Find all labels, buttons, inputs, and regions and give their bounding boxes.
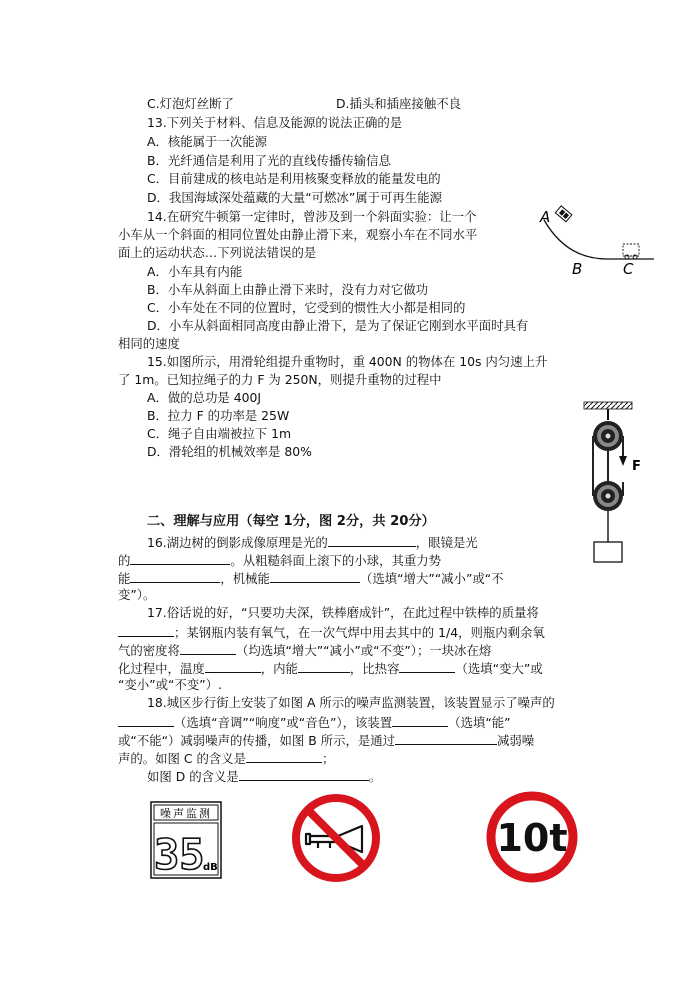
q15-option-c: C．绳子自由端被拉下 1m bbox=[147, 426, 292, 441]
q15-option-a: A．做的总功是 400J bbox=[147, 390, 262, 405]
incline-figure bbox=[536, 198, 658, 280]
section-2-title: 二、理解与应用（每空 1分，图 2分，共 20分） bbox=[147, 514, 435, 529]
q17-line5: “变小”或“不变”）. bbox=[118, 677, 222, 692]
q18-blank-5[interactable] bbox=[239, 766, 369, 781]
monitor-unit: dB bbox=[203, 862, 218, 873]
incline-ramp-line bbox=[544, 220, 654, 259]
q17-line3: 气的密度将 （均选填“增大”“减小”或“不变”）；一块冰在熔 bbox=[118, 640, 491, 660]
q17-line2: ；某钢瓶内装有氧气，在一次气焊中用去其中的 1/4，则瓶内剩余氧 bbox=[118, 622, 545, 642]
q17-line4: 化过程中，温度 ，内能 ，比热容 （选填“变大”或 bbox=[118, 658, 543, 678]
q13-option-a: A．核能属于一次能源 bbox=[147, 134, 267, 149]
q16-line4: 变”）。 bbox=[118, 587, 156, 602]
noise-monitor-figure bbox=[150, 801, 222, 879]
q13-option-b: B．光纤通信是利用了光的直线传播传输信息 bbox=[147, 153, 391, 168]
q18-line2: （选填“音调”“响度”或“音色”），该装置 （选填“能” bbox=[118, 712, 511, 732]
q16-blank-4[interactable] bbox=[270, 568, 360, 583]
q17-blank-5[interactable] bbox=[399, 658, 455, 673]
cart-on-slope bbox=[555, 206, 572, 222]
q14-option-d-line1: D．小车从斜面相同高度由静止滑下，是为了保证它刚到水平面时具有 bbox=[147, 318, 529, 333]
q14-option-c: C．小车处在不同的位置时，它受到的惯性大小都是相同的 bbox=[147, 300, 466, 315]
q14-stem-line3: 面上的运动状态…下列说法错误的是 bbox=[118, 245, 317, 260]
q16-blank-1[interactable] bbox=[328, 532, 416, 547]
q14-option-b: B．小车从斜面上由静止滑下来时，没有力对它做功 bbox=[147, 282, 429, 297]
q14-stem-line2: 小车从一个斜面的相同位置处由静止滑下来，观察小车在不同水平 bbox=[118, 227, 478, 242]
q15-stem-line1: 15.如图所示，用滑轮组提升重物时，重 400N 的物体在 10s 内匀速上升 bbox=[147, 354, 548, 369]
q16-line3: 能 ，机械能 （选填“增大”“减小”或“不 bbox=[118, 568, 504, 588]
q14-option-a: A．小车具有内能 bbox=[147, 264, 243, 279]
q17-blank-4[interactable] bbox=[298, 658, 350, 673]
q14-option-d-line2: 相同的速度 bbox=[118, 336, 180, 351]
q17-line1: 17.俗话说的好，“只要功夫深，铁棒磨成针”，在此过程中铁棒的质量将 bbox=[147, 605, 539, 620]
q15-option-b: B．拉力 F 的功率是 25W bbox=[147, 408, 290, 423]
pulley-figure bbox=[580, 400, 650, 568]
cart-on-flat bbox=[623, 244, 639, 259]
q18-blank-4[interactable] bbox=[246, 748, 322, 763]
q12-option-c: C.灯泡灯丝断了 bbox=[147, 96, 234, 111]
q18-line5: 如图 D 的含义是 。 bbox=[147, 766, 381, 786]
q15-option-d: D．滑轮组的机械效率是 80% bbox=[147, 444, 312, 459]
q18-line4: 声的。如图 C 的含义是 ； bbox=[118, 748, 334, 768]
no-horn-sign-figure bbox=[288, 790, 384, 886]
q12-option-d: D.插头和插座接触不良 bbox=[336, 96, 461, 111]
weight-limit-sign-figure bbox=[483, 788, 581, 886]
q17-blank-1[interactable] bbox=[118, 622, 174, 637]
q17-blank-2[interactable] bbox=[180, 640, 236, 655]
q17-blank-3[interactable] bbox=[205, 658, 261, 673]
weight-limit-text: 10t bbox=[496, 816, 568, 860]
label-b: B bbox=[572, 260, 583, 278]
q16-blank-2[interactable] bbox=[130, 550, 230, 565]
q14-stem-line1: 14.在研究牛顿第一定律时，曾涉及到一个斜面实验：让一个 bbox=[147, 209, 477, 224]
q15-stem-line2: 了 1m。已知拉绳子的力 F 为 250N，则提升重物的过程中 bbox=[118, 372, 442, 387]
q18-line1: 18.城区步行街上安装了如图 A 所示的噪声监测装置，该装置显示了噪声的 bbox=[147, 695, 555, 710]
fixed-pulley bbox=[593, 421, 623, 451]
ceiling-mount bbox=[584, 402, 632, 409]
force-label: F bbox=[632, 459, 641, 474]
q13-stem: 13.下列关于材料、信息及能源的说法正确的是 bbox=[147, 115, 403, 130]
force-arrow-icon bbox=[619, 456, 627, 466]
movable-pulley bbox=[593, 481, 623, 511]
q16-line2: 的 。从粗糙斜面上滚下的小球，其重力势 bbox=[118, 550, 441, 570]
q18-blank-2[interactable] bbox=[392, 712, 448, 727]
q13-option-c: C．目前建成的核电站是利用核聚变释放的能量发电的 bbox=[147, 171, 441, 186]
load-weight bbox=[594, 542, 622, 562]
q13-option-d: D．我国海域深处蕴藏的大量“可燃冰”属于可再生能源 bbox=[147, 190, 442, 205]
q16-line1: 16.湖边树的倒影成像原理是光的 ，眼镜是光 bbox=[147, 532, 478, 552]
monitor-value: 35 bbox=[154, 830, 205, 879]
monitor-title: 噪声监测 bbox=[160, 807, 212, 820]
label-a: A bbox=[540, 208, 551, 226]
q16-blank-3[interactable] bbox=[130, 568, 220, 583]
q18-blank-3[interactable] bbox=[395, 730, 497, 745]
q18-line3: 或“不能“）减弱噪声的传播，如图 B 所示，是通过 减弱噪 bbox=[118, 730, 534, 750]
q18-blank-1[interactable] bbox=[118, 712, 174, 727]
label-c: C bbox=[623, 260, 634, 278]
